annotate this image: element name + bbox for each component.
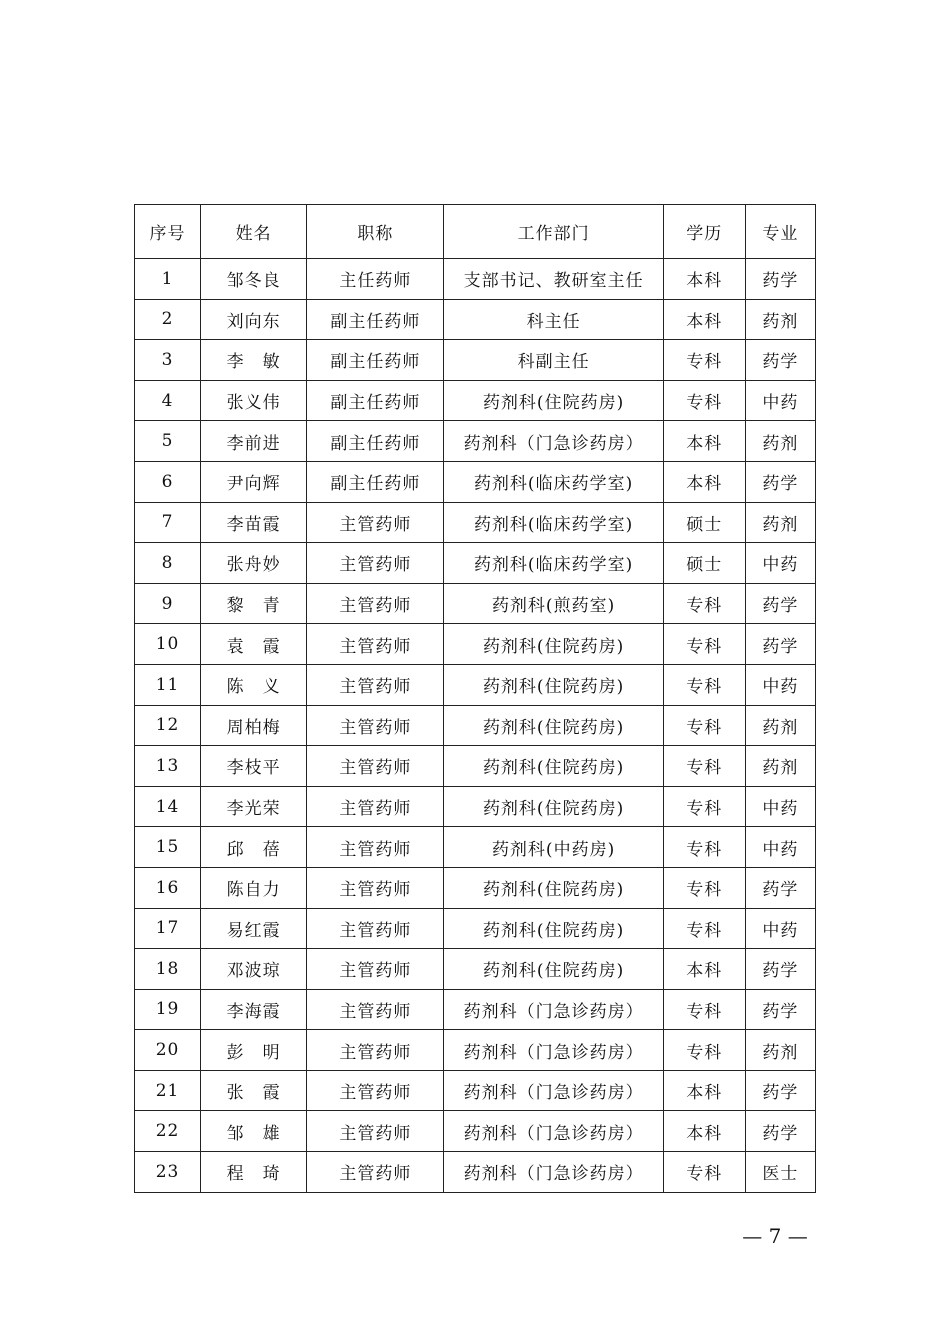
- cell-education: 本科: [663, 461, 745, 502]
- cell-name: 易红霞: [201, 908, 307, 949]
- header-education: 学历: [663, 205, 745, 259]
- cell-seq: 19: [135, 989, 201, 1030]
- cell-major: 药学: [745, 949, 815, 990]
- cell-seq: 22: [135, 1111, 201, 1152]
- cell-major: 中药: [745, 827, 815, 868]
- cell-name: 李前进: [201, 421, 307, 462]
- cell-seq: 7: [135, 502, 201, 543]
- cell-major: 药学: [745, 624, 815, 665]
- cell-seq: 15: [135, 827, 201, 868]
- cell-title: 主管药师: [307, 583, 444, 624]
- cell-title: 主管药师: [307, 786, 444, 827]
- cell-name: 李 敏: [201, 340, 307, 381]
- cell-seq: 13: [135, 746, 201, 787]
- cell-title: 主管药师: [307, 705, 444, 746]
- cell-name: 陈 义: [201, 664, 307, 705]
- cell-seq: 12: [135, 705, 201, 746]
- cell-name: 黎 青: [201, 583, 307, 624]
- table-row: [135, 421, 816, 462]
- cell-department: 药剂科(住院药房): [444, 746, 663, 787]
- cell-major: 医士: [745, 1152, 815, 1193]
- cell-seq: 2: [135, 299, 201, 340]
- header-seq: 序号: [135, 205, 201, 259]
- cell-seq: 14: [135, 786, 201, 827]
- cell-department: 科副主任: [444, 340, 663, 381]
- cell-department: 药剂科(临床药学室): [444, 543, 663, 584]
- cell-title: 主管药师: [307, 949, 444, 990]
- cell-name: 李光荣: [201, 786, 307, 827]
- cell-title: 主管药师: [307, 827, 444, 868]
- cell-education: 本科: [663, 1111, 745, 1152]
- cell-department: 药剂科（门急诊药房）: [444, 421, 663, 462]
- cell-department: 药剂科（门急诊药房）: [444, 1111, 663, 1152]
- cell-major: 中药: [745, 664, 815, 705]
- cell-department: 药剂科（门急诊药房）: [444, 1070, 663, 1111]
- table-header: [135, 205, 816, 259]
- cell-education: 专科: [663, 867, 745, 908]
- table-row: [135, 1152, 816, 1193]
- table-row: [135, 867, 816, 908]
- cell-title: 主管药师: [307, 908, 444, 949]
- cell-education: 专科: [663, 1152, 745, 1193]
- cell-department: 药剂科(住院药房): [444, 867, 663, 908]
- cell-education: 本科: [663, 421, 745, 462]
- cell-department: 药剂科(住院药房): [444, 908, 663, 949]
- cell-education: 专科: [663, 624, 745, 665]
- cell-name: 张舟妙: [201, 543, 307, 584]
- cell-major: 药剂: [745, 421, 815, 462]
- cell-title: 副主任药师: [307, 380, 444, 421]
- page-number: — 7 —: [742, 1224, 808, 1248]
- cell-education: 专科: [663, 340, 745, 381]
- header-department: 工作部门: [444, 205, 663, 259]
- cell-name: 邱 蓓: [201, 827, 307, 868]
- cell-name: 张 霞: [201, 1070, 307, 1111]
- cell-major: 中药: [745, 380, 815, 421]
- cell-title: 副主任药师: [307, 299, 444, 340]
- table-row: [135, 380, 816, 421]
- cell-education: 专科: [663, 583, 745, 624]
- table-row: [135, 989, 816, 1030]
- cell-department: 药剂科（门急诊药房）: [444, 989, 663, 1030]
- cell-education: 专科: [663, 786, 745, 827]
- cell-major: 药学: [745, 259, 815, 300]
- cell-education: 本科: [663, 949, 745, 990]
- table-row: [135, 664, 816, 705]
- cell-education: 专科: [663, 908, 745, 949]
- cell-major: 药学: [745, 867, 815, 908]
- cell-department: 药剂科(中药房): [444, 827, 663, 868]
- cell-department: 药剂科(临床药学室): [444, 502, 663, 543]
- cell-seq: 23: [135, 1152, 201, 1193]
- cell-title: 主任药师: [307, 259, 444, 300]
- cell-education: 本科: [663, 259, 745, 300]
- cell-education: 专科: [663, 1030, 745, 1071]
- cell-major: 药剂: [745, 1030, 815, 1071]
- table-row: [135, 1070, 816, 1111]
- cell-name: 邹 雄: [201, 1111, 307, 1152]
- cell-education: 专科: [663, 827, 745, 868]
- cell-name: 陈自力: [201, 867, 307, 908]
- table-body: [135, 259, 816, 1193]
- cell-title: 主管药师: [307, 1070, 444, 1111]
- cell-seq: 17: [135, 908, 201, 949]
- cell-name: 李海霞: [201, 989, 307, 1030]
- cell-seq: 4: [135, 380, 201, 421]
- cell-seq: 11: [135, 664, 201, 705]
- table-row: [135, 502, 816, 543]
- cell-major: 药学: [745, 1070, 815, 1111]
- cell-seq: 10: [135, 624, 201, 665]
- cell-seq: 18: [135, 949, 201, 990]
- cell-department: 药剂科(住院药房): [444, 624, 663, 665]
- table-row: [135, 827, 816, 868]
- cell-major: 药学: [745, 461, 815, 502]
- cell-seq: 3: [135, 340, 201, 381]
- cell-name: 周柏梅: [201, 705, 307, 746]
- cell-title: 主管药师: [307, 1030, 444, 1071]
- cell-title: 主管药师: [307, 989, 444, 1030]
- cell-title: 主管药师: [307, 502, 444, 543]
- header-name: 姓名: [201, 205, 307, 259]
- cell-department: 药剂科(住院药房): [444, 664, 663, 705]
- cell-major: 中药: [745, 908, 815, 949]
- cell-name: 彭 明: [201, 1030, 307, 1071]
- table-row: [135, 340, 816, 381]
- cell-name: 尹向辉: [201, 461, 307, 502]
- cell-seq: 9: [135, 583, 201, 624]
- cell-seq: 21: [135, 1070, 201, 1111]
- cell-title: 主管药师: [307, 1111, 444, 1152]
- cell-department: 科主任: [444, 299, 663, 340]
- table-row: [135, 624, 816, 665]
- cell-education: 本科: [663, 299, 745, 340]
- cell-title: 主管药师: [307, 746, 444, 787]
- cell-major: 药学: [745, 989, 815, 1030]
- cell-education: 专科: [663, 705, 745, 746]
- header-row: [135, 205, 816, 259]
- cell-name: 袁 霞: [201, 624, 307, 665]
- cell-name: 邓波琼: [201, 949, 307, 990]
- cell-title: 副主任药师: [307, 340, 444, 381]
- cell-seq: 20: [135, 1030, 201, 1071]
- table-row: [135, 1030, 816, 1071]
- cell-name: 李苗霞: [201, 502, 307, 543]
- cell-title: 主管药师: [307, 867, 444, 908]
- cell-title: 副主任药师: [307, 461, 444, 502]
- cell-seq: 6: [135, 461, 201, 502]
- cell-major: 药剂: [745, 502, 815, 543]
- cell-seq: 5: [135, 421, 201, 462]
- cell-department: 药剂科（门急诊药房）: [444, 1152, 663, 1193]
- staff-table: [134, 204, 816, 1193]
- cell-major: 中药: [745, 543, 815, 584]
- table-row: [135, 786, 816, 827]
- cell-name: 张义伟: [201, 380, 307, 421]
- header-title: 职称: [307, 205, 444, 259]
- cell-seq: 16: [135, 867, 201, 908]
- cell-education: 专科: [663, 664, 745, 705]
- cell-education: 专科: [663, 380, 745, 421]
- cell-title: 副主任药师: [307, 421, 444, 462]
- table-row: [135, 461, 816, 502]
- cell-title: 主管药师: [307, 1152, 444, 1193]
- cell-seq: 8: [135, 543, 201, 584]
- cell-name: 程 琦: [201, 1152, 307, 1193]
- cell-major: 中药: [745, 786, 815, 827]
- cell-department: 药剂科(临床药学室): [444, 461, 663, 502]
- cell-education: 硕士: [663, 502, 745, 543]
- table-row: [135, 705, 816, 746]
- table-row: [135, 908, 816, 949]
- cell-education: 本科: [663, 1070, 745, 1111]
- cell-major: 药学: [745, 1111, 815, 1152]
- cell-major: 药学: [745, 583, 815, 624]
- cell-major: 药剂: [745, 299, 815, 340]
- table-row: [135, 543, 816, 584]
- cell-education: 专科: [663, 989, 745, 1030]
- cell-title: 主管药师: [307, 624, 444, 665]
- cell-seq: 1: [135, 259, 201, 300]
- table-row: [135, 1111, 816, 1152]
- cell-department: 药剂科(住院药房): [444, 786, 663, 827]
- cell-department: 药剂科(住院药房): [444, 949, 663, 990]
- cell-name: 李枝平: [201, 746, 307, 787]
- cell-title: 主管药师: [307, 664, 444, 705]
- cell-name: 刘向东: [201, 299, 307, 340]
- cell-major: 药学: [745, 340, 815, 381]
- table-row: [135, 583, 816, 624]
- header-major: 专业: [745, 205, 815, 259]
- cell-department: 药剂科(住院药房): [444, 705, 663, 746]
- cell-department: 支部书记、教研室主任: [444, 259, 663, 300]
- cell-major: 药剂: [745, 746, 815, 787]
- cell-department: 药剂科(煎药室): [444, 583, 663, 624]
- cell-education: 硕士: [663, 543, 745, 584]
- cell-department: 药剂科（门急诊药房）: [444, 1030, 663, 1071]
- table-row: [135, 299, 816, 340]
- table-row: [135, 259, 816, 300]
- table-row: [135, 746, 816, 787]
- cell-name: 邹冬良: [201, 259, 307, 300]
- table-row: [135, 949, 816, 990]
- cell-title: 主管药师: [307, 543, 444, 584]
- cell-department: 药剂科(住院药房): [444, 380, 663, 421]
- cell-education: 专科: [663, 746, 745, 787]
- cell-major: 药剂: [745, 705, 815, 746]
